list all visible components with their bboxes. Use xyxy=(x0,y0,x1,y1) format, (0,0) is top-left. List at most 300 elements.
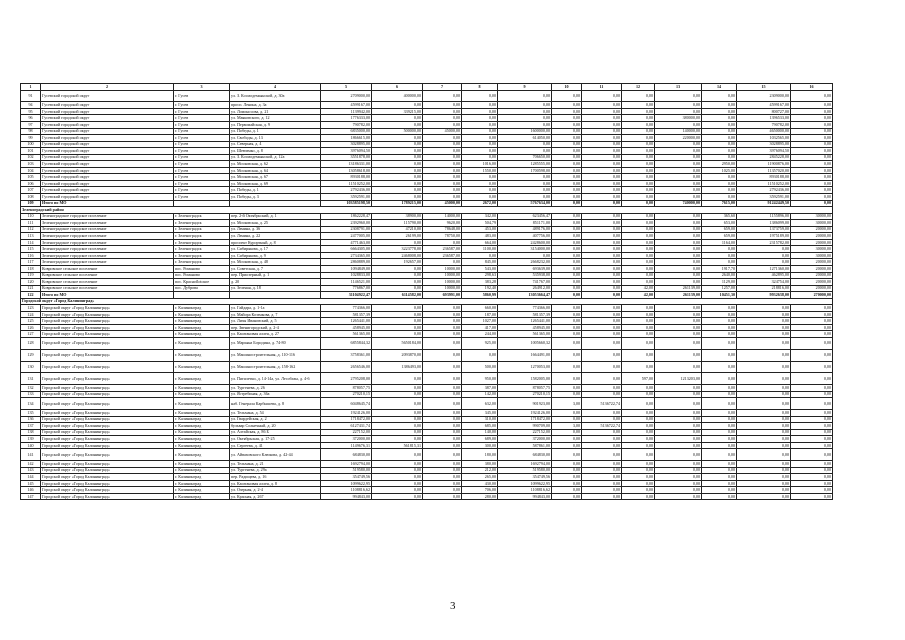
amount-cell: 5767634,00 xyxy=(498,200,552,207)
row-number-cell: 106 xyxy=(21,180,41,187)
address-cell: ул. Московская, д. 69 xyxy=(230,180,321,187)
table-row xyxy=(21,398,833,410)
amount-cell: 0,00 xyxy=(655,161,702,168)
amount-cell: 664,00 xyxy=(462,239,498,246)
row-number-cell: 133 xyxy=(21,391,41,398)
amount-cell: 3976094,50 xyxy=(737,148,791,155)
amount-cell: 0,00 xyxy=(423,311,462,318)
amount-cell: 45000,00 xyxy=(423,200,462,207)
amount-cell: 0,00 xyxy=(622,102,655,109)
amount-cell: 0,00 xyxy=(791,180,833,187)
amount-cell: 458945,00 xyxy=(321,324,372,331)
amount-cell: 0,00 xyxy=(655,493,702,500)
amount-cell: 0,00 xyxy=(552,279,582,286)
amount-cell: 1373759,00 xyxy=(737,226,791,233)
amount-cell: 1862228,47 xyxy=(321,213,372,220)
municipality-cell: Городской округ «Город Калининград» xyxy=(41,467,174,474)
amount-cell: 0,00 xyxy=(622,194,655,201)
amount-cell: 3551878,00 xyxy=(321,154,372,161)
municipality-cell: Гусевский городской округ xyxy=(41,161,174,168)
amount-cell: 0,00 xyxy=(702,416,737,423)
amount-cell: 1100,00 xyxy=(462,246,498,253)
amount-cell: 2734365,00 xyxy=(321,252,372,259)
amount-cell: 0,00 xyxy=(702,442,737,449)
amount-cell: 0,00 xyxy=(622,226,655,233)
amount-cell: 1257,00 xyxy=(702,285,737,292)
amount-cell: 0,00 xyxy=(423,410,462,417)
amount-cell: 380000,00 xyxy=(655,115,702,122)
amount-cell: 0,00 xyxy=(702,349,737,361)
locality-cell: г. Калининград xyxy=(174,487,230,494)
amount-cell: 0,00 xyxy=(622,180,655,187)
municipality-cell: Городской округ «Город Калининград» xyxy=(41,331,174,338)
row-number-cell: 136 xyxy=(21,416,41,423)
locality-cell: г. Гусев xyxy=(174,128,230,135)
municipality-cell: Зеленоградское городское поселение xyxy=(41,213,174,220)
amount-cell: 0,00 xyxy=(622,213,655,220)
amount-cell: 0,00 xyxy=(552,285,582,292)
row-number-cell: 95 xyxy=(21,108,41,115)
amount-cell: 0,00 xyxy=(737,311,791,318)
amount-cell: 0,00 xyxy=(372,187,423,194)
amount-cell: 0,00 xyxy=(582,102,622,109)
locality-cell: г. Калининград xyxy=(174,311,230,318)
amount-cell: 0,00 xyxy=(655,442,702,449)
amount-cell: 3154000,00 xyxy=(498,246,552,253)
section-title: Городской округ «Город Калининград» xyxy=(21,298,833,305)
amount-cell: 0,00 xyxy=(582,285,622,292)
amount-cell: 950,00 xyxy=(462,373,498,385)
amount-cell: 2668232,00 xyxy=(498,259,552,266)
amount-cell: 140000,00 xyxy=(655,128,702,135)
amount-cell: 0,00 xyxy=(737,436,791,443)
amount-cell: 2315782,00 xyxy=(737,239,791,246)
amount-cell: 0,00 xyxy=(702,90,737,102)
amount-cell: 659,00 xyxy=(702,226,737,233)
amount-cell: 0,00 xyxy=(582,194,622,201)
amount-cell: 0,00 xyxy=(702,318,737,325)
amount-cell: 0,00 xyxy=(791,385,833,392)
amount-cell: 0,00 xyxy=(655,423,702,430)
amount-cell: 483,00 xyxy=(462,233,498,240)
amount-cell: 0,00 xyxy=(372,174,423,181)
amount-cell: 0,00 xyxy=(372,121,423,128)
amount-cell: 0,00 xyxy=(552,148,582,155)
amount-cell: 0,00 xyxy=(702,148,737,155)
amount-cell: 192657,00 xyxy=(372,259,423,266)
amount-cell: 0,00 xyxy=(655,226,702,233)
row-number-cell: 130 xyxy=(21,361,41,373)
address-cell: ул. Тельмана, д. 21 xyxy=(230,461,321,468)
municipality-cell: Гусевский городской округ xyxy=(41,167,174,174)
municipality-cell: Городской округ «Город Калининград» xyxy=(41,442,174,449)
amount-cell: 0,00 xyxy=(423,416,462,423)
amount-cell: 417,00 xyxy=(462,324,498,331)
amount-cell: 0,00 xyxy=(372,305,423,312)
amount-cell: 0,00 xyxy=(737,373,791,385)
amount-cell: 0,00 xyxy=(552,90,582,102)
amount-cell: 42,00 xyxy=(622,285,655,292)
locality-cell: г. Калининград xyxy=(174,324,230,331)
locality-cell: пос. Дуброва xyxy=(174,285,230,292)
amount-cell: 1285555,00 xyxy=(498,161,552,168)
amount-cell: 0,00 xyxy=(622,398,655,410)
amount-cell: 0,00 xyxy=(622,487,655,494)
address-cell: бульвар Солнечный, д. 20 xyxy=(230,423,321,430)
amount-cell: 462895,00 xyxy=(737,272,791,279)
amount-cell: 0,00 xyxy=(622,493,655,500)
municipality-cell: Городской округ «Город Калининград» xyxy=(41,461,174,468)
locality-cell: г. Калининград xyxy=(174,436,230,443)
amount-cell: 13186331,00 xyxy=(321,161,372,168)
amount-cell: 0,00 xyxy=(737,487,791,494)
amount-cell: 298,63 xyxy=(462,272,498,279)
amount-cell: 0,00 xyxy=(462,121,498,128)
column-number: 9 xyxy=(498,84,552,91)
amount-cell: 684830,00 xyxy=(498,449,552,461)
amount-cell: 1265441,00 xyxy=(321,318,372,325)
amount-cell: 851171,00 xyxy=(498,220,552,227)
municipality-cell: Гусевский городской округ xyxy=(41,108,174,115)
amount-cell: 0,00 xyxy=(655,246,702,253)
amount-cell: 30000,00 xyxy=(791,246,833,253)
municipality-cell: Городской округ «Город Калининград» xyxy=(41,429,174,436)
amount-cell: 0,00 xyxy=(423,480,462,487)
amount-cell: 0,00 xyxy=(655,436,702,443)
locality-cell: г. Гусев xyxy=(174,167,230,174)
amount-cell: 689,00 xyxy=(462,436,498,443)
locality-cell: г. Зеленоградск xyxy=(174,220,230,227)
locality-cell: г. Калининград xyxy=(174,493,230,500)
amount-cell: 0,00 xyxy=(552,187,582,194)
amount-cell: 10451,30 xyxy=(702,292,737,299)
amount-cell: 581357,39 xyxy=(321,311,372,318)
amount-cell: 0,00 xyxy=(791,436,833,443)
amount-cell: 0,00 xyxy=(702,141,737,148)
amount-cell: 0,00 xyxy=(622,324,655,331)
amount-cell: 212,00 xyxy=(462,467,498,474)
amount-cell: 0,00 xyxy=(552,442,582,449)
amount-cell: 0,00 xyxy=(737,423,791,430)
amount-cell: 20000,00 xyxy=(791,259,833,266)
amount-cell: 0,00 xyxy=(423,180,462,187)
municipality-cell: Городской округ «Город Калининград» xyxy=(41,423,174,430)
amount-cell: 0,00 xyxy=(622,220,655,227)
amount-cell: 11357020,00 xyxy=(737,167,791,174)
amount-cell: 0,00 xyxy=(791,398,833,410)
amount-cell: 0,00 xyxy=(498,194,552,201)
amount-cell: 0,00 xyxy=(423,239,462,246)
amount-cell: 0,00 xyxy=(372,148,423,155)
row-number-cell: 140 xyxy=(21,442,41,449)
amount-cell: 0,00 xyxy=(791,108,833,115)
amount-cell: 3,00 xyxy=(552,423,582,430)
table-row xyxy=(21,373,833,385)
municipality-cell: Гусевский городской округ xyxy=(41,121,174,128)
amount-cell: 0,00 xyxy=(552,338,582,350)
amount-cell: 2656546,00 xyxy=(321,361,372,373)
amount-cell: 0,00 xyxy=(737,246,791,253)
amount-cell: 1692794,00 xyxy=(498,461,552,468)
amount-cell: 2308791,00 xyxy=(321,226,372,233)
municipality-cell: Городской округ «Город Калининград» xyxy=(41,493,174,500)
amount-cell: 0,00 xyxy=(655,272,702,279)
amount-cell: 0,00 xyxy=(552,373,582,385)
amount-cell: 0,00 xyxy=(498,141,552,148)
amount-cell: 632,00 xyxy=(462,398,498,410)
amount-cell: 1094849,00 xyxy=(321,266,372,273)
municipality-cell: Гусевский городской округ xyxy=(41,128,174,135)
amount-cell: 0,00 xyxy=(498,187,552,194)
amount-cell: 0,00 xyxy=(791,154,833,161)
amount-cell: 0,00 xyxy=(702,121,737,128)
amount-cell: 0,00 xyxy=(622,239,655,246)
row-number-cell: 94 xyxy=(21,102,41,109)
row-number-cell: 97 xyxy=(21,121,41,128)
amount-cell: 0,00 xyxy=(737,252,791,259)
amount-cell: 0,00 xyxy=(622,305,655,312)
row-number-cell: 139 xyxy=(21,436,41,443)
amount-cell: 0,00 xyxy=(737,391,791,398)
municipality-cell: Городской округ «Город Калининград» xyxy=(41,474,174,481)
amount-cell: 0,00 xyxy=(622,128,655,135)
register-table xyxy=(20,83,833,500)
amount-cell: 0,00 xyxy=(655,259,702,266)
amount-cell: 0,00 xyxy=(791,442,833,449)
amount-cell: 0,00 xyxy=(791,141,833,148)
amount-cell: 0,00 xyxy=(791,200,833,207)
row-number-cell: 116 xyxy=(21,252,41,259)
address-cell: ул. Московская, д. 62 xyxy=(230,161,321,168)
amount-cell: 280,00 xyxy=(462,493,498,500)
amount-cell: 0,00 xyxy=(622,135,655,142)
row-number-cell: 137 xyxy=(21,423,41,430)
locality-cell: г. Калининград xyxy=(174,361,230,373)
row-number-cell: 129 xyxy=(21,349,41,361)
amount-cell: 0,00 xyxy=(552,429,582,436)
amount-cell: 2093870,00 xyxy=(372,349,423,361)
amount-cell: 0,00 xyxy=(372,279,423,286)
amount-cell: 0,00 xyxy=(423,349,462,361)
amount-cell: 0,00 xyxy=(655,416,702,423)
amount-cell: 10000,00 xyxy=(423,266,462,273)
row-number-cell: 119 xyxy=(21,272,41,279)
locality-cell: г. Калининград xyxy=(174,467,230,474)
municipality-cell: Ковровское сельское поселение xyxy=(41,266,174,273)
amount-cell: 0,00 xyxy=(552,213,582,220)
column-number: 3 xyxy=(174,84,230,91)
locality-cell: г. Зеленоградск xyxy=(174,259,230,266)
amount-cell: 0,00 xyxy=(737,480,791,487)
amount-cell: 1664491,00 xyxy=(498,349,552,361)
amount-cell: 187,00 xyxy=(462,311,498,318)
amount-cell: 0,00 xyxy=(791,128,833,135)
table-row xyxy=(21,90,833,102)
amount-cell: 0,00 xyxy=(582,200,622,207)
amount-cell: 4650000,00 xyxy=(737,128,791,135)
amount-cell: 0,00 xyxy=(655,154,702,161)
amount-cell: 1550,00 xyxy=(462,167,498,174)
amount-cell: 0,00 xyxy=(552,200,582,207)
amount-cell: 0,00 xyxy=(552,121,582,128)
amount-cell: 0,00 xyxy=(655,480,702,487)
amount-cell: 0,00 xyxy=(791,429,833,436)
amount-cell: 0,00 xyxy=(552,331,582,338)
amount-cell: 0,00 xyxy=(737,442,791,449)
amount-cell: 0,00 xyxy=(372,194,423,201)
amount-cell: 0,00 xyxy=(552,259,582,266)
amount-cell: 0,00 xyxy=(622,90,655,102)
amount-cell: 0,00 xyxy=(423,187,462,194)
locality-cell: г. Калининград xyxy=(174,423,230,430)
table-row xyxy=(21,449,833,461)
municipality-cell: Городской округ «Город Калининград» xyxy=(41,449,174,461)
amount-cell: 0,00 xyxy=(702,423,737,430)
amount-cell: 0,00 xyxy=(702,194,737,201)
amount-cell: 30000,00 xyxy=(791,252,833,259)
amount-cell: 0,00 xyxy=(655,121,702,128)
amount-cell: 0,00 xyxy=(582,292,622,299)
locality-cell: г. Гусев xyxy=(174,174,230,181)
row-number-cell: 91 xyxy=(21,90,41,102)
column-number: 13 xyxy=(655,84,702,91)
amount-cell: 1016,00 xyxy=(462,161,498,168)
amount-cell: 0,00 xyxy=(423,423,462,430)
amount-cell: 561365,00 xyxy=(321,331,372,338)
amount-cell: 5136722,74 xyxy=(582,398,622,410)
amount-cell: 0,00 xyxy=(462,115,498,122)
amount-cell: 227152,00 xyxy=(321,429,372,436)
address-cell: ул. Сибирякова, д. 17 xyxy=(230,246,321,253)
amount-cell: 0,00 xyxy=(552,311,582,318)
row-number-cell: 112 xyxy=(21,226,41,233)
amount-cell: 660,00 xyxy=(462,305,498,312)
column-number: 1 xyxy=(21,84,41,91)
municipality-cell: Городской округ «Город Калининград» xyxy=(41,311,174,318)
amount-cell: 0,00 xyxy=(622,121,655,128)
amount-cell: 1025,00 xyxy=(702,167,737,174)
amount-cell: 0,00 xyxy=(702,259,737,266)
amount-cell: 790782,00 xyxy=(737,121,791,128)
row-number-cell: 126 xyxy=(21,324,41,331)
amount-cell: 0,00 xyxy=(552,493,582,500)
locality-cell: г. Калининград xyxy=(174,480,230,487)
amount-cell: 0,00 xyxy=(655,467,702,474)
amount-cell: 0,00 xyxy=(622,467,655,474)
locality-cell: г. Зеленоградск xyxy=(174,246,230,253)
amount-cell: 339215,00 xyxy=(372,108,423,115)
amount-cell: 878057,75 xyxy=(498,385,552,392)
amount-cell: 1692794,00 xyxy=(321,461,372,468)
amount-cell: 1032565,00 xyxy=(737,135,791,142)
amount-cell: 78750,00 xyxy=(423,233,462,240)
amount-cell: 3592591,00 xyxy=(321,194,372,201)
amount-cell: 0,00 xyxy=(552,233,582,240)
row-number-cell: 108 xyxy=(21,194,41,201)
amount-cell: 0,00 xyxy=(655,474,702,481)
amount-cell: 0,00 xyxy=(655,167,702,174)
municipality-cell: Городской округ «Город Калининград» xyxy=(41,416,174,423)
amount-cell: 0,00 xyxy=(582,449,622,461)
amount-cell: 0,00 xyxy=(622,266,655,273)
locality-cell: г. Гусев xyxy=(174,121,230,128)
amount-cell: 0,00 xyxy=(423,436,462,443)
amount-cell: 5650184,00 xyxy=(372,338,423,350)
amount-cell: 0,00 xyxy=(702,252,737,259)
amount-cell: 0,00 xyxy=(655,233,702,240)
locality-cell: г. Калининград xyxy=(174,385,230,392)
row-number-cell: 123 xyxy=(21,305,41,312)
amount-cell: 1582005,00 xyxy=(498,373,552,385)
amount-cell: 0,00 xyxy=(372,239,423,246)
municipality-cell: Городской округ «Город Калининград» xyxy=(41,324,174,331)
amount-cell: 0,00 xyxy=(552,449,582,461)
address-cell: ул. З. Космодемьянской, д. 12а xyxy=(230,154,321,161)
amount-cell: 236587,00 xyxy=(423,252,462,259)
locality-cell: г. Зеленоградск xyxy=(174,239,230,246)
address-cell: ул. Ленина, д. 22 xyxy=(230,233,321,240)
address-cell: ул. Сергеева, д. 41 xyxy=(230,442,321,449)
column-number: 2 xyxy=(41,84,174,91)
amount-cell: 0,00 xyxy=(372,449,423,461)
amount-cell: 0,00 xyxy=(702,391,737,398)
amount-cell: 0,00 xyxy=(655,239,702,246)
row-number-cell: 144 xyxy=(21,474,41,481)
amount-cell: 10000,00 xyxy=(423,279,462,286)
amount-cell: 0,00 xyxy=(552,252,582,259)
table-row xyxy=(21,349,833,361)
amount-cell: 0,00 xyxy=(462,174,498,181)
amount-cell: 13053664,47 xyxy=(498,292,552,299)
amount-cell: 2392960,00 xyxy=(321,220,372,227)
amount-cell: 0,00 xyxy=(737,410,791,417)
locality-cell: г. Гусев xyxy=(174,135,230,142)
amount-cell: 0,00 xyxy=(423,154,462,161)
amount-cell: 0,00 xyxy=(552,128,582,135)
amount-cell: 0,00 xyxy=(462,108,498,115)
column-number: 4 xyxy=(230,84,321,91)
row-number-cell: 114 xyxy=(21,239,41,246)
amount-cell: 0,00 xyxy=(372,385,423,392)
amount-cell: 0,00 xyxy=(655,311,702,318)
amount-cell: 0,00 xyxy=(702,398,737,410)
municipality-cell: Зеленоградское городское поселение xyxy=(41,226,174,233)
amount-cell: 4599167,00 xyxy=(321,102,372,109)
amount-cell: 0,00 xyxy=(622,423,655,430)
amount-cell: 1776333,00 xyxy=(321,115,372,122)
amount-cell: 265,00 xyxy=(462,474,498,481)
address-cell: ул. Алтайская, д. 86 Б xyxy=(230,429,321,436)
locality-cell: г. Гусев xyxy=(174,161,230,168)
amount-cell: 0,00 xyxy=(622,167,655,174)
amount-cell: 878057,75 xyxy=(321,385,372,392)
amount-cell: 0,00 xyxy=(552,239,582,246)
amount-cell: 0,00 xyxy=(582,391,622,398)
amount-cell: 0,00 xyxy=(423,141,462,148)
address-cell: ул. Ленина, д. 36 xyxy=(230,226,321,233)
amount-cell: 0,00 xyxy=(552,385,582,392)
amount-cell: 458945,00 xyxy=(498,324,552,331)
address-cell: ул. Каштановая аллея, д. 8 xyxy=(230,480,321,487)
column-number: 12 xyxy=(622,84,655,91)
amount-cell: 0,00 xyxy=(423,324,462,331)
amount-cell: 270210,15 xyxy=(498,391,552,398)
address-cell: ул. Тургенева, д. 29а xyxy=(230,467,321,474)
locality-cell: г. Зеленоградск xyxy=(174,233,230,240)
amount-cell: 0,00 xyxy=(582,213,622,220)
row-number-cell: 99 xyxy=(21,135,41,142)
amount-cell: 0,00 xyxy=(582,410,622,417)
